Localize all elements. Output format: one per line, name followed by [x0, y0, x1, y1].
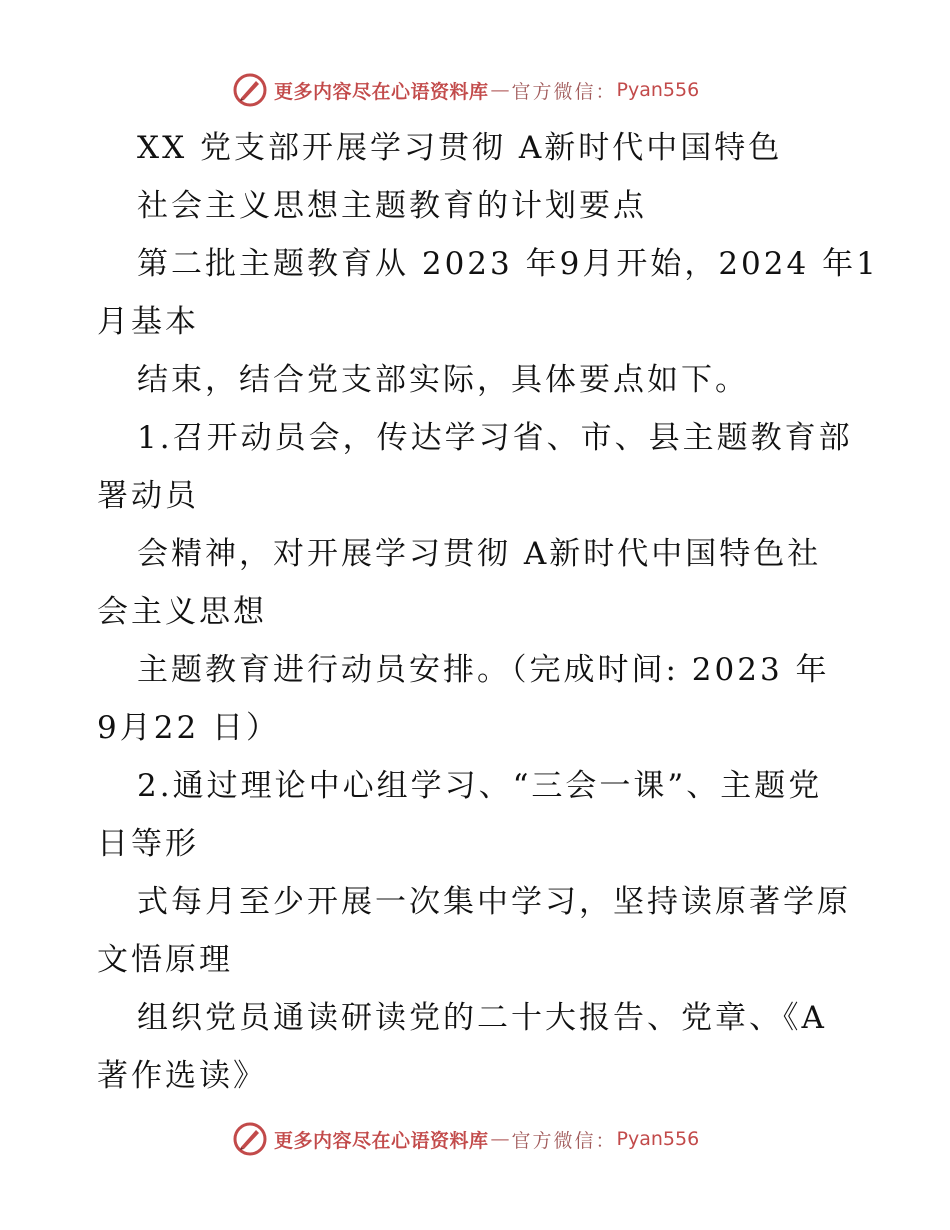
header-watermark	[232, 70, 699, 110]
paragraph-line: 9月22 日）	[97, 710, 281, 746]
paragraph-line: 1.召开动员会，传达学习省、市、县主题教育部	[137, 420, 853, 456]
paragraph-line: 会主义思想	[97, 594, 267, 630]
watermark-text: 更多内容尽在心语资料库	[274, 80, 489, 103]
quill-logo-icon	[232, 1121, 268, 1157]
watermark-separator: —	[490, 79, 510, 101]
paragraph-line: 会精神，对开展学习贯彻 A新时代中国特色社	[137, 536, 822, 572]
paragraph-line: 结束，结合党支部实际，具体要点如下。	[137, 362, 749, 398]
paragraph-line: 著作选读》	[97, 1058, 267, 1094]
paragraph-line: 月基本	[97, 304, 199, 340]
title-line-1: XX 党支部开展学习贯彻 A新时代中国特色	[137, 130, 783, 166]
watermark-text: 更多内容尽在心语资料库	[274, 1129, 489, 1152]
paragraph-line: 署动员	[97, 478, 199, 514]
paragraph-line: 文悟原理	[97, 942, 233, 978]
quill-logo-icon	[232, 72, 268, 108]
paragraph-line: 组织党员通读研读党的二十大报告、党章、《A	[137, 1000, 827, 1036]
watermark-wechat-id: Pyan556	[616, 79, 700, 101]
paragraph-line: 式每月至少开展一次集中学习，坚持读原著学原	[137, 884, 851, 920]
watermark-official-label: 官方微信：	[511, 1129, 617, 1152]
paragraph-line: 日等形	[97, 826, 199, 862]
paragraph-line: 主题教育进行动员安排。（完成时间: 2023 年	[137, 652, 830, 688]
title-line-2: 社会主义思想主题教育的计划要点	[137, 188, 647, 224]
paragraph-line: 2.通过理论中心组学习、“三会一课”、主题党	[137, 768, 823, 804]
footer-watermark	[232, 1119, 699, 1159]
watermark-separator: —	[490, 1128, 510, 1150]
watermark-official-label: 官方微信：	[511, 80, 617, 103]
paragraph-line: 第二批主题教育从 2023 年9月开始，2024 年1	[137, 246, 879, 282]
watermark-wechat-id: Pyan556	[616, 1128, 700, 1150]
